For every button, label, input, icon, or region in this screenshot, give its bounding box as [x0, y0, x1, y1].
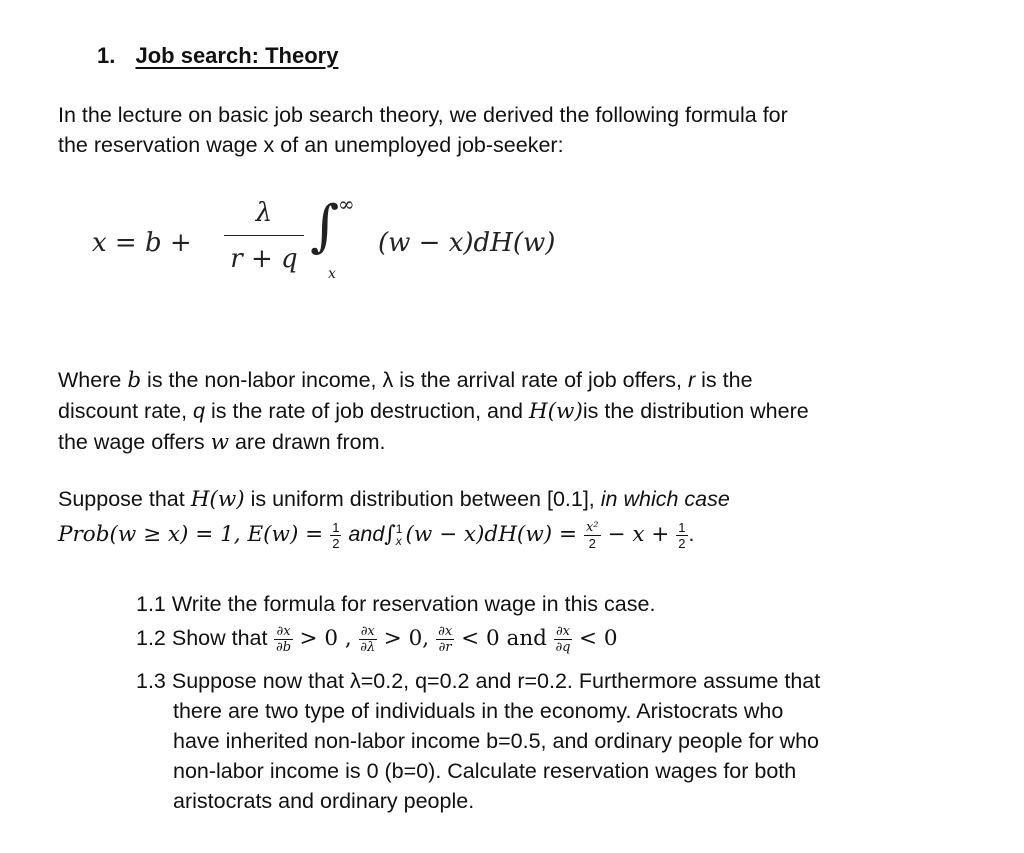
numerator: x²	[585, 519, 599, 535]
lower: x	[395, 534, 402, 549]
denominator: ∂q	[555, 639, 571, 655]
numerator: ∂x	[360, 623, 375, 639]
section-heading	[97, 43, 338, 69]
denominator: ∂λ	[360, 639, 376, 655]
half-fraction	[330, 521, 341, 550]
suppose-line-2	[58, 519, 730, 550]
dx-dr-fraction	[436, 625, 454, 654]
dx-dq-fraction	[554, 625, 572, 654]
item-1-3-line-3: have inherited non-labor income b=0.5, and ordinary people for who	[173, 729, 820, 753]
x2-fraction	[584, 521, 601, 550]
item-1-3-line-2: there are two type of individuals in the economy. Aristocrats who	[173, 699, 784, 723]
var-r: r	[688, 368, 696, 392]
text: Suppose that	[58, 487, 191, 511]
relation: < 0 and	[461, 626, 547, 651]
integral-lower-limit: x	[328, 266, 336, 282]
integral-sign: ∫	[310, 194, 340, 259]
text: Where	[58, 368, 128, 392]
var-w: w	[210, 430, 229, 455]
text: discount rate,	[58, 399, 194, 423]
and-word: and	[348, 522, 385, 546]
formula-numerator: λ	[255, 198, 273, 228]
relation: > 0,	[383, 626, 430, 651]
section-number: 1.	[97, 43, 116, 68]
dx-db-fraction	[274, 625, 292, 654]
small-integral-sign: ∫	[384, 522, 396, 547]
item-1-3-line-1: 1.3 Suppose now that λ=0.2, q=0.2 and r=0.2. Furthermore assume that	[136, 669, 821, 693]
item-1-1: 1.1 Write the formula for reservation wage in this case.	[136, 592, 656, 616]
period: .	[688, 522, 695, 546]
denominator: 2	[332, 535, 340, 551]
numerator: 1	[678, 519, 686, 535]
numerator: ∂x	[438, 623, 453, 639]
intro-paragraph	[58, 100, 788, 160]
denominator: ∂r	[438, 639, 452, 655]
minus-x-plus: − x +	[607, 522, 670, 547]
integral-upper-limit: ∞	[338, 192, 355, 216]
relation: < 0	[578, 626, 618, 651]
definitions-paragraph	[58, 365, 809, 458]
var-q: q	[193, 399, 206, 423]
definitions-line-2	[58, 396, 809, 427]
intro-line-2: the reservation wage x of an unemployed job-seeker:	[58, 133, 564, 157]
prob-expression: Prob(w ≥ x) = 1, E(w) =	[58, 522, 324, 547]
var-H: H(w)	[528, 399, 583, 424]
formula-integrand: (w − x)dH(w)	[378, 228, 556, 258]
section-title: Job search: Theory	[135, 43, 339, 68]
formula-lhs: x = b +	[92, 228, 192, 258]
text: in which case	[600, 487, 730, 511]
text: are drawn from.	[229, 430, 386, 454]
var-b: b	[127, 368, 142, 393]
denominator: 2	[588, 535, 596, 551]
text: is the distribution where	[582, 399, 809, 423]
relation: > 0 ,	[299, 626, 352, 651]
text: is uniform distribution between [0.1],	[244, 487, 601, 511]
denominator: ∂b	[275, 639, 292, 655]
item-1-3-line-5: aristocrats and ordinary people.	[173, 789, 475, 813]
dx-dlambda-fraction	[359, 625, 377, 654]
formula-fraction-bar	[224, 235, 304, 236]
definitions-line-3	[58, 427, 809, 458]
numerator: ∂x	[276, 623, 291, 639]
item-1-3	[136, 666, 820, 816]
item-1-2	[136, 618, 618, 658]
integrand-expression: (w − x)dH(w) =	[405, 522, 577, 547]
var-H: H(w)	[190, 487, 245, 512]
suppose-paragraph	[58, 484, 730, 550]
text: is the	[695, 368, 753, 392]
numerator: ∂x	[555, 623, 570, 639]
suppose-line-1	[58, 484, 730, 515]
formula-denominator: r + q	[230, 244, 298, 274]
item-1-3-line-4: non-labor income is 0 (b=0). Calculate reservation wages for both	[173, 759, 797, 783]
definitions-line-1	[58, 365, 809, 396]
last-fraction	[676, 521, 687, 550]
text: is the arrival rate of job offers,	[393, 368, 688, 392]
text: is the non-labor income,	[141, 368, 383, 392]
denominator: 2	[678, 535, 686, 551]
text: 1.2 Show that	[136, 626, 268, 650]
upper: 1	[395, 522, 403, 537]
small-integral-limits	[396, 523, 403, 547]
numerator: 1	[332, 519, 340, 535]
text: is the rate of job destruction, and	[205, 399, 529, 423]
intro-line-1: In the lecture on basic job search theory, we derived the following formula for	[58, 103, 788, 127]
text: the wage offers	[58, 430, 211, 454]
var-lambda: λ	[382, 368, 394, 392]
